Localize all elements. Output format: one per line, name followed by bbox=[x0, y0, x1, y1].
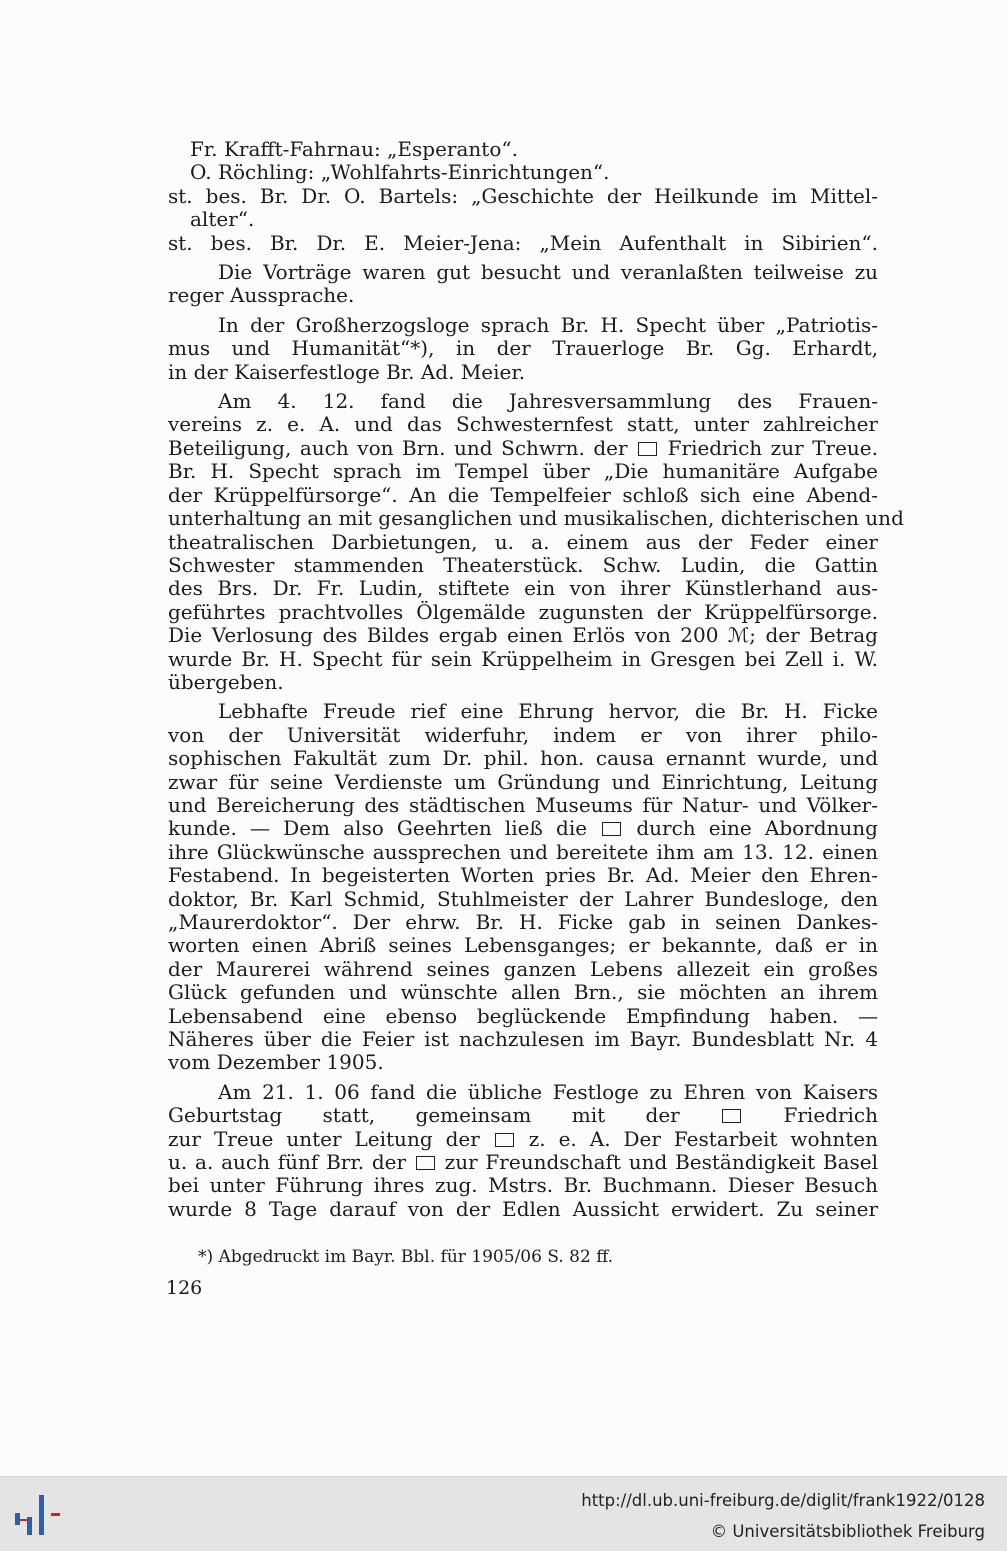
text-line: wurde 8 Tage darauf von der Edlen Aussicht erwidert. Zu seiner bbox=[168, 1196, 878, 1221]
text-line: „Maurerdoktor“. Der ehrw. Br. H. Ficke gab in seinen Dankes- bbox=[168, 910, 878, 934]
text-line: vereins z. e. A. und das Schwesternfest statt, unter zahlreicher bbox=[168, 412, 878, 437]
lodge-symbol-icon bbox=[602, 822, 621, 836]
text-line: übergeben. bbox=[168, 669, 284, 694]
text-line: Schwester stammenden Theaterstück. Schw. Ludin, die Gattin bbox=[168, 552, 878, 577]
text-line: und Bereicherung des städtischen Museums für Natur- und Völker- bbox=[168, 792, 878, 817]
text-line: Geburtstag statt, gemeinsam mit der Friedrich bbox=[168, 1103, 878, 1128]
text-line: In der Großherzogsloge sprach Br. H. Specht über „Patriotis- bbox=[218, 312, 878, 337]
lodge-symbol-icon bbox=[495, 1133, 514, 1147]
text-line: Die Vorträge waren gut besucht und veranlaßten teilweise zu bbox=[218, 260, 878, 285]
text-line: st. bes. Br. Dr. O. Bartels: „Geschichte der Heilkunde im Mittel- bbox=[168, 183, 878, 208]
page-number: 126 bbox=[166, 1277, 203, 1299]
text-line: Festabend. In begeisterten Worten pries Br. Ad. Meier den Ehren- bbox=[168, 863, 878, 888]
text-line: bei unter Führung ihres zug. Mstrs. Br. Buchmann. Dieser Besuch bbox=[168, 1173, 878, 1198]
text-line: Lebensabend eine ebenso beglückende Empfindung haben. — bbox=[168, 1003, 878, 1028]
text-line: des Brs. Dr. Fr. Ludin, stiftete ein von ihrer Künstlerhand aus- bbox=[168, 576, 878, 601]
text-line: theatralischen Darbietungen, u. a. einem aus der Feder einer bbox=[168, 529, 878, 554]
ub-freiburg-logo-icon[interactable] bbox=[10, 1493, 66, 1537]
text-line: Näheres über die Feier ist nachzulesen im Bayr. Bundesblatt Nr. 4 bbox=[168, 1027, 878, 1052]
text-line: der Krüppelfürsorge“. An die Tempelfeier schloß sich eine Abend- bbox=[168, 482, 878, 507]
text-line: von der Universität widerfuhr, indem er von ihrer philo- bbox=[168, 722, 878, 747]
text-line: mus und Humanität“*), in der Trauerloge Br. Gg. Erhardt, bbox=[168, 336, 878, 361]
viewer-footer-bar bbox=[0, 1476, 1007, 1551]
text-line: zwar für seine Verdienste um Gründung und Einrichtung, Leitung bbox=[168, 769, 878, 794]
text-line: kunde. — Dem also Geehrten ließ die durch eine Abordnung bbox=[168, 816, 878, 841]
text-line: reger Aussprache. bbox=[168, 283, 355, 308]
text-line: Br. H. Specht sprach im Tempel über „Die humanitäre Aufgabe bbox=[168, 459, 878, 484]
text-line: worten einen Abriß seines Lebensganges; er bekannte, daß er in bbox=[168, 933, 878, 958]
lodge-symbol-icon bbox=[722, 1109, 741, 1123]
copyright-notice: © Universitätsbibliothek Freiburg bbox=[710, 1522, 985, 1541]
lodge-symbol-icon bbox=[416, 1156, 435, 1170]
text-line: sophischen Fakultät zum Dr. phil. hon. causa ernannt wurde, und bbox=[168, 746, 878, 771]
text-line: vom Dezember 1905. bbox=[168, 1050, 384, 1075]
text-line: der Maurerei während seines ganzen Lebens allezeit ein großes bbox=[168, 956, 878, 981]
page-body-text bbox=[168, 137, 904, 1221]
text-line: Am 4. 12. fand die Jahresversammlung des Frauen- bbox=[218, 389, 878, 414]
text-line: in der Kaiserfestloge Br. Ad. Meier. bbox=[168, 359, 526, 384]
text-line: O. Röchling: „Wohlfahrts-Einrichtungen“. bbox=[190, 160, 610, 185]
text-line: u. a. auch fünf Brr. der zur Freundschaft und Beständigkeit Basel bbox=[168, 1150, 879, 1175]
text-line: st. bes. Br. Dr. E. Meier-Jena: „Mein Aufenthalt in Sibirien“. bbox=[168, 230, 878, 255]
text-line: Beteiligung, auch von Brn. und Schwrn. der Friedrich zur Treue. bbox=[168, 435, 878, 460]
footnote: *) Abgedruckt im Bayr. Bbl. für 1905/06 S. 82 ff. bbox=[198, 1247, 614, 1267]
text-line: zur Treue unter Leitung der z. e. A. Der Festarbeit wohnten bbox=[168, 1126, 879, 1151]
document-url-link[interactable]: http://dl.ub.uni-freiburg.de/diglit/frank1922/0128 bbox=[581, 1491, 985, 1510]
text-line: alter“. bbox=[190, 207, 255, 232]
text-line: Glück gefunden und wünschte allen Brn., sie möchten an ihrem bbox=[168, 980, 878, 1005]
text-line: Fr. Krafft-Fahrnau: „Esperanto“. bbox=[190, 137, 518, 161]
text-line: Am 21. 1. 06 fand die übliche Festloge zu Ehren von Kaisers bbox=[218, 1079, 878, 1104]
text-line: Die Verlosung des Bildes ergab einen Erlös von 200 ℳ; der Betrag bbox=[168, 623, 878, 648]
lodge-symbol-icon bbox=[638, 442, 657, 456]
text-line: geführtes prachtvolles Ölgemälde zugunsten der Krüppelfürsorge. bbox=[168, 599, 878, 624]
text-line: Lebhafte Freude rief eine Ehrung hervor, die Br. H. Ficke bbox=[218, 699, 878, 724]
text-line: doktor, Br. Karl Schmid, Stuhlmeister der Lahrer Bundesloge, den bbox=[168, 886, 878, 911]
text-line: wurde Br. H. Specht für sein Krüppelheim in Gresgen bei Zell i. W. bbox=[168, 646, 878, 671]
text-line: unterhaltung an mit gesanglichen und musikalischen, dichterischen und bbox=[168, 506, 904, 531]
text-line: ihre Glückwünsche aussprechen und bereitete ihm am 13. 12. einen bbox=[168, 839, 878, 864]
